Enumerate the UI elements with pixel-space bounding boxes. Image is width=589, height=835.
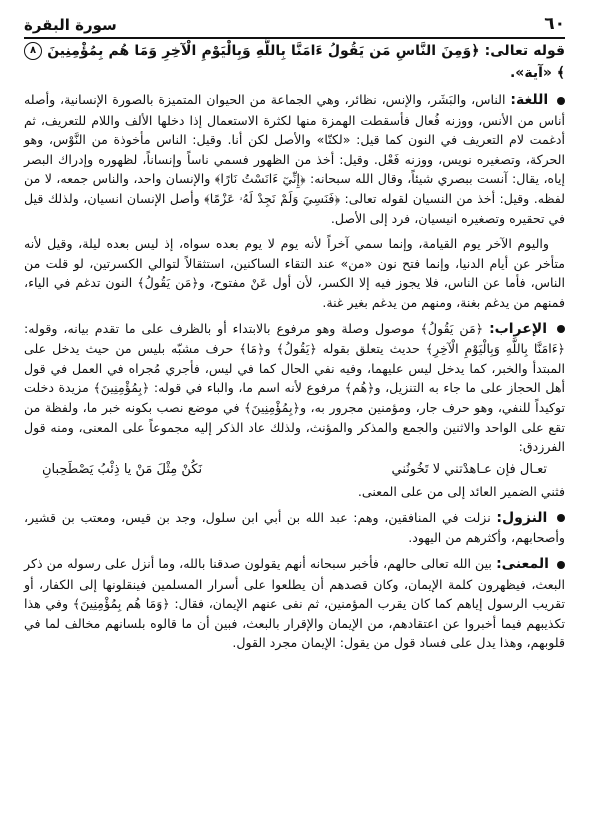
verse-suffix: ﴾ «آية». xyxy=(509,65,565,81)
verse-intro: قوله تعالى: xyxy=(484,43,565,59)
bullet-icon xyxy=(557,561,565,569)
lugha-label: اللغة: xyxy=(510,92,549,108)
yawm-paragraph: واليوم الآخر يوم القيامة، وإنما سمي آخراً لأنه يوم لا يوم بعده سواه، إذ ليس بعده ليلة، وقيل لأنه متأخر عن أيام الدنيا، وإنما فتح نون «من» عند التقاء الساكنين، استثقالاً لتوالي الكسرتين، لو قلت من الناس، فأما عن الناس، فلا يجوز فيه إلا الكسر، لأن أول عَنْ مفتوح، و﴿مَن يَقُولُ﴾ النون تدغم في الياء، فمنهم من يدغم بغنة، ومنهم من يدغم بغير غنة. xyxy=(24,236,565,310)
nuzul-text: نزلت في المنافقين، وهم: عبد الله بن أبي ابن سلول، وجد بن قيس، ومعتب بن قشير، وأصحابهم، وأكثرهم من اليهود. xyxy=(24,509,565,546)
nuzul-label: النزول: xyxy=(496,509,548,526)
page-number: ٦٠ xyxy=(544,14,565,34)
verse-text: ﴿وَمِنَ النَّاسِ مَن يَقُولُ ءَامَنَّا بِاللَّهِ وَبِالْيَوْمِ الْآخِرِ وَمَا هُم بِمُؤْمِنِينَ xyxy=(47,43,480,59)
surah-title: سورة البقرة xyxy=(24,16,117,34)
ayah-number: ٨ xyxy=(24,42,42,60)
lugha-text: الناس، والبَشَر، والإنس، نظائر، وهي الجماعة من الحيوان المتميزة بالصورة الإنسانية، وأصله أناس من الأنس، ووزنه فُعال فأسقطت الهمزة منها لكثرة الاستعمال إذا دخلها الألف واللام للتعريف، ثم أدغمت لام التعريف في النون كما قيل: «لكنّا» والأصل لكن أنا. وقيل: الناس مأخوذة من النَّوْس، وهو الحركة، وتصغيره نويس، ووزنه فَعْل. وقيل: أخذ من الظهور فسمي ناساً وإنساناً، لظهوره وإدراك البصر إياه، يقال: آنست ببصري شيئاً، وقال الله سبحانه: ﴿إِنِّيٓ ءَانَسْتُ نَارًا﴾ والإنسان واحد، والناس جمعه، لا من لفظه. وقيل: أخذ من النسيان لقوله تعالى: ﴿فَنَسِيَ وَلَمْ نَجِدْ لَهُۥ عَزْمًا﴾ وأصل الإنسان انسيان، ولذلك قيل في تحقيره وتصغيره انيسيان، فرد إلى الأصل. xyxy=(24,92,565,226)
irab-text: ﴿مَن يَقُولُ﴾ موصول وصلة وهو مرفوع بالابتداء أو بالظرف على ما تقدم بيانه، وقوله: ﴿ءَامَنَّا بِاللَّهِ وَبِالْيَوْمِ الْآخِرِ﴾ حديث يتعلق بقوله ﴿يَقُولُ﴾ و﴿مَا﴾ حرف مشبّه بليس من حيث يدخل على المبتدأ والخبر، كما يدخل ليس عليهما، وفيه نفي الحال كما في ليس، فأجري مُجراه في العمل في قول أهل الحجاز على ما جاء به التنزيل، و﴿هُم﴾ مرفوع لأنه اسم ما، والباء في قوله: ﴿بِمُؤْمِنِينَ﴾ مزيدة دخلت توكيداً للنفي، وهو حرف جار، ومؤمنين مجرور به، و﴿بِمُؤْمِنِينَ﴾ في موضع نصب بكونه خبر ما، ولفظة من تقع على الواحد والاثنين والجمع والمذكر والمؤنث، ولذلك عاد الذكر إليه مجموعاً على المعنى، ومنه قول الفرزدق: xyxy=(24,320,565,455)
irab-label: الإعراب: xyxy=(489,320,548,337)
poem-hemistich-right: تعـال فإن عـاهدْتني لا تَخُونُني xyxy=(391,461,547,477)
poem-verse xyxy=(24,457,565,483)
nuzul-section xyxy=(24,508,565,548)
poem-hemistich-left: نَكُنْ مِثْلَ مَنْ يا ذِئْبُ يَصْطَحِبانِ xyxy=(42,461,203,477)
page-header xyxy=(24,6,565,39)
mana-label: المعنى: xyxy=(496,556,549,573)
mana-text: بين الله تعالى حالهم، فأخبر سبحانه أنهم يقولون صدقنا بالله، وما أنزل على رسوله من ذكر البعث، فيظهرون كلمة الإيمان، وكان قصدهم أن يطلعوا على أسرار المسلمين فينقلونها إلى الكفار، أو تقريب الرسول إياهم كما كان يقرب المؤمنين، ثم نفى عنهم الإيمان، فقال: ﴿وَمَا هُم بِمُؤْمِنِينَ﴾ وفي هذا تكذيبهم فيما أخبروا عن اعتقادهم، من الإيمان والإقرار بالبعث، فبين أن ما قالوه بلسانهم مخالف لما في قلوبهم، وهذا يدل على فساد قول من يقول: الإيمان مجرد القول. xyxy=(24,556,565,651)
verse-line xyxy=(24,40,565,84)
bullet-icon xyxy=(557,514,565,522)
lugha-section xyxy=(24,90,565,228)
page-body xyxy=(24,40,565,653)
irab-after: فثني الضمير العائد إلى من على المعنى. xyxy=(357,484,565,500)
bullet-icon xyxy=(557,325,565,333)
mana-section xyxy=(24,554,565,653)
bullet-icon xyxy=(557,97,565,105)
irab-section xyxy=(24,319,565,457)
